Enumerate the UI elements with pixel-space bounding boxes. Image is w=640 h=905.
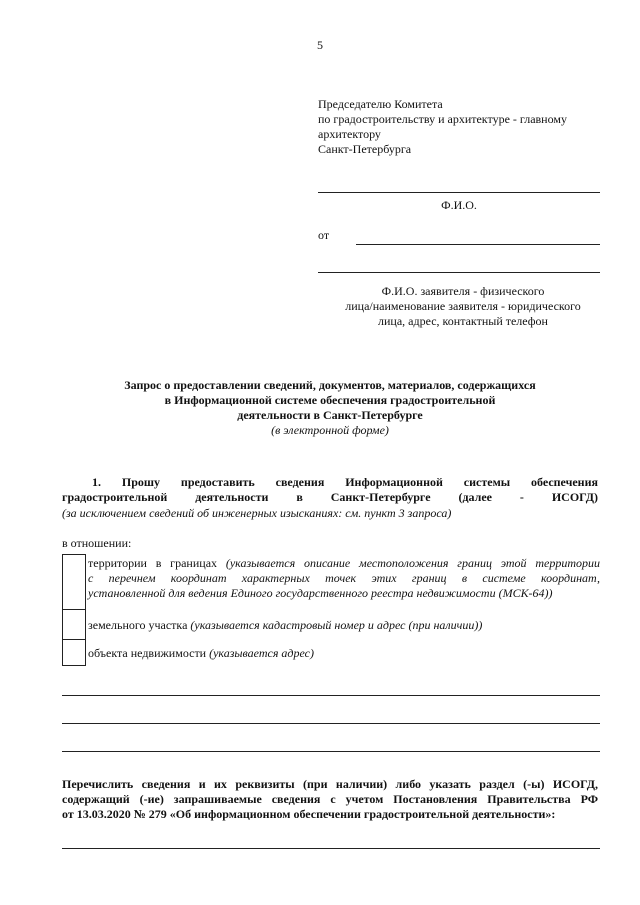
option-territory-text: [88, 556, 600, 601]
fill-line[interactable]: [62, 723, 600, 724]
option-note: (указывается кадастровый номер и адрес (при наличии)): [190, 618, 483, 632]
fill-line[interactable]: [62, 751, 600, 752]
instruction-line: Перечислить сведения и их реквизиты (при наличии) либо указать раздел (-ы) ИСОГД,: [62, 777, 598, 791]
paragraph-1-note: (за исключением сведений об инженерных изысканиях: см. пункт 3 запроса): [62, 506, 452, 520]
fio-fill-line[interactable]: [318, 192, 600, 193]
paragraph-1-line-1: [62, 475, 598, 490]
fill-line[interactable]: [62, 848, 600, 849]
option-label: территории в границах: [88, 556, 218, 570]
addressee-block: [318, 97, 608, 157]
title-line: в Информационной системе обеспечения градостроительной: [164, 393, 496, 407]
applicant-fill-line[interactable]: [356, 244, 600, 245]
title-line: Запрос о предоставлении сведений, документов, материалов, содержащихся: [124, 378, 536, 392]
title-note: (в электронной форме): [271, 423, 389, 437]
option-label: земельного участка: [88, 618, 188, 632]
option-land-plot: [62, 610, 600, 640]
option-note: (указывается адрес): [209, 646, 314, 660]
paragraph-number: 1.: [92, 475, 101, 489]
addressee-line: по градостроительству и архитектуре - главному: [318, 112, 567, 126]
applicant-fill-line-2[interactable]: [318, 272, 600, 273]
requested-info-instruction: [62, 777, 598, 822]
option-note: установленной для ведения Единого государственного реестра недвижимости (МСК-64)): [88, 586, 553, 600]
fill-line[interactable]: [62, 695, 600, 696]
option-note: (указывается описание местоположения границ этой территории: [225, 556, 600, 570]
checkbox-land-plot[interactable]: [62, 610, 86, 640]
title-line: деятельности в Санкт-Петербурге: [237, 408, 423, 422]
fio-caption: Ф.И.О.: [441, 198, 477, 212]
addressee-line: архитектору: [318, 127, 381, 141]
applicant-caption-line: Ф.И.О. заявителя - физического: [381, 284, 545, 298]
option-note: с перечнем координат характерных точек этих границ в системе координат,: [88, 571, 600, 585]
checkbox-real-estate[interactable]: [62, 640, 86, 666]
addressee-line: Санкт-Петербурга: [318, 142, 412, 156]
paragraph-1-text: Прошу предоставить сведения Информационной системы обеспечения: [121, 475, 598, 489]
from-label: от: [318, 228, 330, 242]
paragraph-1: [62, 475, 598, 505]
document-title: [62, 378, 598, 438]
applicant-caption-line: лица, адрес, контактный телефон: [378, 314, 548, 328]
paragraph-1-line-2: [62, 490, 598, 505]
applicant-caption: [318, 284, 608, 329]
instruction-line: от 13.03.2020 № 279 «Об информационном обеспечении градостроительной деятельности»:: [62, 807, 556, 821]
instruction-line: содержащий (-ие) запрашиваемые сведения с учетом Постановления Правительства РФ: [62, 792, 598, 806]
option-territory: [62, 554, 600, 610]
applicant-caption-line: лица/наименование заявителя - юридического: [345, 299, 581, 313]
checkbox-territory[interactable]: [62, 554, 86, 610]
option-label: объекта недвижимости: [88, 646, 207, 660]
option-real-estate: [62, 640, 600, 666]
regarding-label: в отношении:: [62, 536, 132, 550]
page-number: 5: [317, 38, 323, 52]
addressee-line: Председателю Комитета: [318, 97, 443, 111]
paragraph-1-text-2: градостроительной деятельности в Санкт-Петербурге (далее - ИСОГД): [62, 490, 598, 504]
